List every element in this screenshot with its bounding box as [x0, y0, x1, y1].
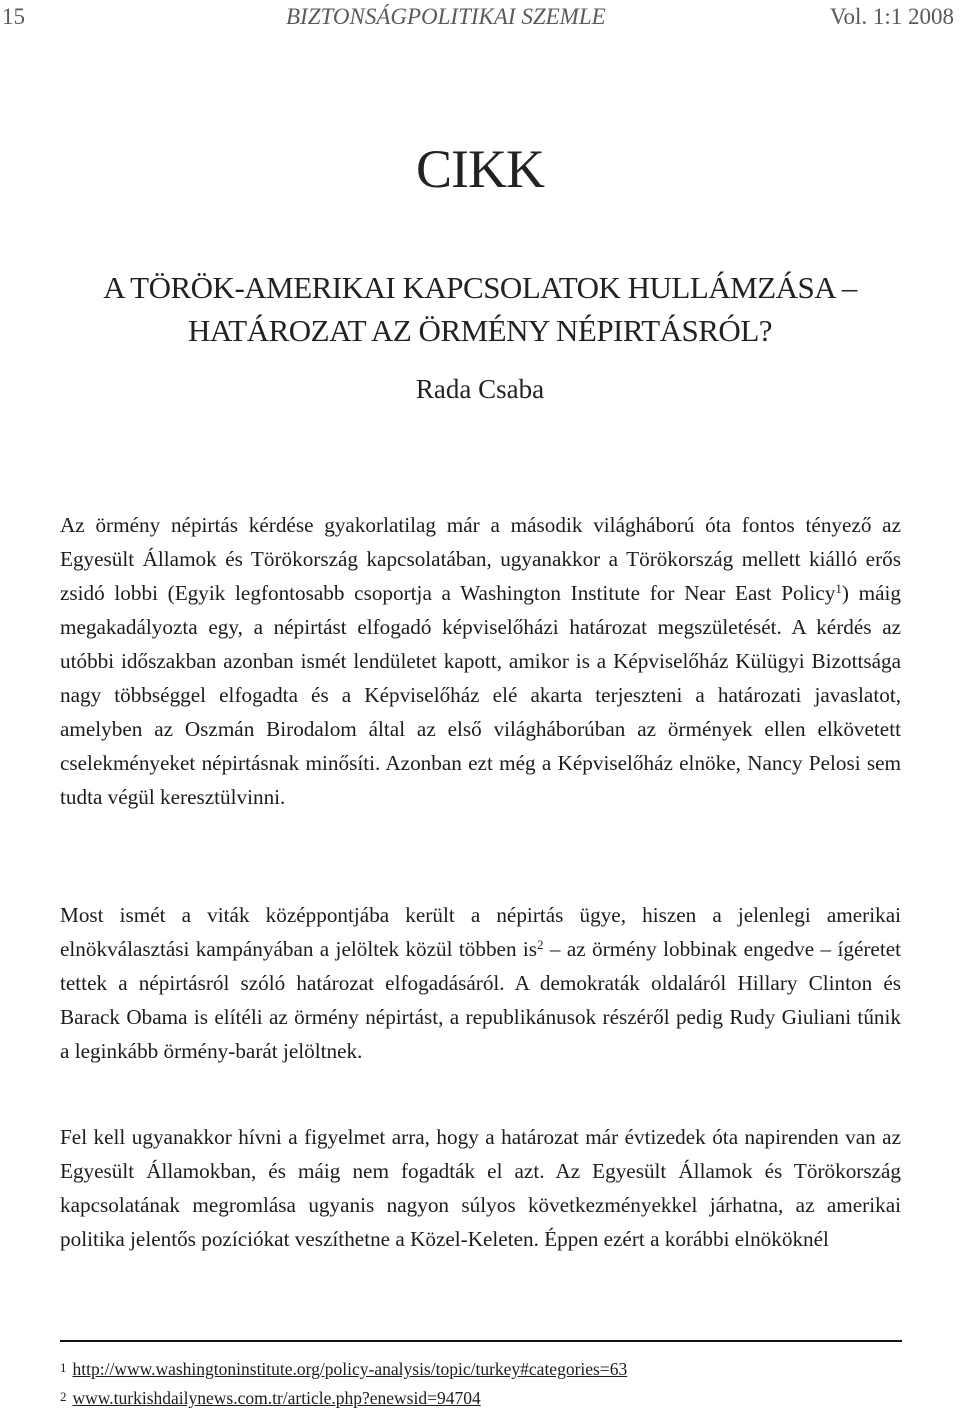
paragraph-2: [60, 898, 901, 1068]
paragraph-2-text-a: Most ismét a viták középpontjába került a népirtás ügye, hiszen a jelenlegi amerikai elnökválasztási kampányában a jelöltek közül többen is: [60, 903, 901, 961]
volume-info: Vol. 1:1 2008: [829, 4, 954, 29]
paragraph-2-text-b: – az örmény lobbinak engedve – ígéretet tettek a népirtásról szóló határozat elfogadásáról. A demokraták oldaláról Hillary Clinton és Barack Obama is elítéli az örmény népirtást, a republikánusok részéről pedig Rudy Giuliani tűnik a leginkább örmény-barát jelöltnek.: [60, 937, 901, 1063]
paragraph-1-text-a: Az örmény népirtás kérdése gyakorlatilag már a második világháború óta fontos tényező az Egyesült Államok és Törökország kapcsolatában, ugyanakkor a Törökország mellett kiálló erős zsidó lobbi (Egyik legfontosabb csoportja a Washington Institute for Near East Policy: [60, 513, 901, 605]
paragraph-1: [60, 508, 901, 814]
title-line-2: HATÁROZAT AZ ÖRMÉNY NÉPIRTÁSRÓL?: [187, 313, 773, 348]
footnote-1: [60, 1354, 902, 1383]
title-line-1: A TÖRÖK-AMERIKAI KAPCSOLATOK HULLÁMZÁSA –: [103, 270, 857, 305]
article-kind: CIKK: [416, 139, 544, 199]
footnotes: [60, 1354, 902, 1412]
footnote-ref-2[interactable]: 2: [537, 937, 544, 952]
footnote-2: [60, 1383, 902, 1412]
footnote-ref-1[interactable]: 1: [835, 581, 842, 596]
footnote-1-link[interactable]: http://www.washingtoninstitute.org/policy-analysis/topic/turkey#categories=63: [72, 1359, 628, 1379]
footnote-divider: [60, 1340, 902, 1342]
author-name: Rada Csaba: [415, 374, 545, 404]
paragraph-3-text: Fel kell ugyanakkor hívni a figyelmet arra, hogy a határozat már évtizedek óta napirenden van az Egyesült Államokban, és máig nem fogadták el azt. Az Egyesült Államok és Törökország kapcsolatának megromlása ugyanis nagyon súlyos következményekkel járhatna, az amerikai politika jelentős pozíciókat veszíthetne a Közel-Keleten. Éppen ezért a korábbi elnököknél: [60, 1125, 901, 1251]
footnote-2-link[interactable]: www.turkishdailynews.com.tr/article.php?enewsid=94704: [72, 1388, 481, 1408]
footnote-2-number: 2: [60, 1389, 67, 1404]
article-title: [0, 266, 960, 352]
journal-title: BIZTONSÁGPOLITIKAI SZEMLE: [286, 4, 606, 29]
page-number: 15: [2, 4, 25, 29]
footnote-1-number: 1: [60, 1360, 67, 1375]
running-header: [0, 2, 960, 36]
paragraph-1-text-b: ) máig megakadályozta egy, a népirtást elfogadó képviselőházi határozat megszületését. A kérdés az utóbbi időszakban azonban ismét lendületet kapott, amikor is a Képviselőház Külügyi Bizottsága nagy többséggel elfogadta és a Képviselőház elé akarta terjeszteni a határozati javaslatot, amelyben az Oszmán Birodalom által az első világháborúban az örmények ellen elkövetett cselekményeket népirtásnak minősíti. Azonban ezt még a Képviselőház elnöke, Nancy Pelosi sem tudta végül keresztülvinni.: [60, 581, 902, 809]
paragraph-3: [60, 1120, 901, 1256]
